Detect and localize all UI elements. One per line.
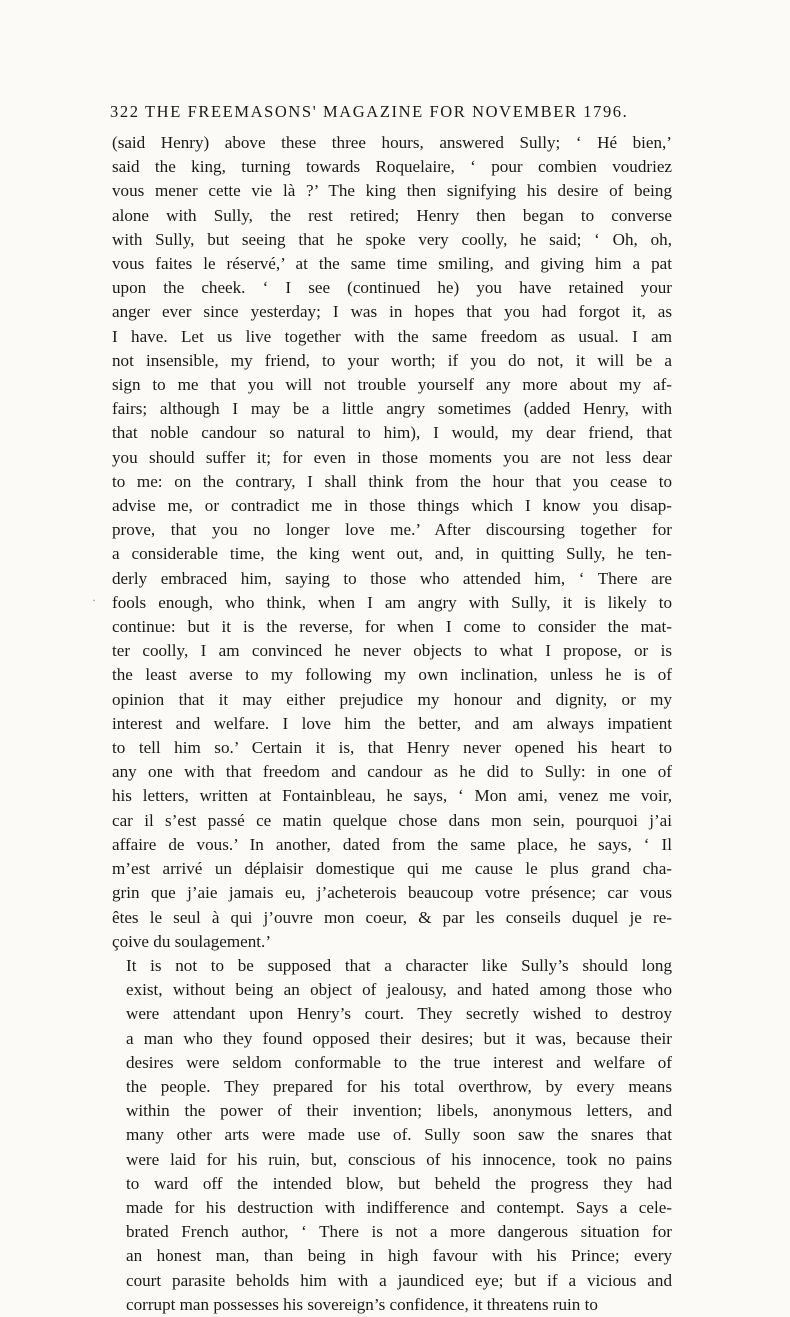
text-line: vous faites le réservé,’ at the same time smiling, and giving him a pat <box>112 254 672 274</box>
text-line: you should suffer it; for even in those moments you are not less dear <box>112 447 672 467</box>
text-line: car il s’est passé ce matin quelque chose dans mon sein, pourquoi j’ai <box>112 810 672 830</box>
text-line: vous mener cette vie là ?’ The king then signifying his desire of being <box>112 181 672 201</box>
text-line: prove, that you no longer love me.’ After discoursing together for <box>112 520 672 540</box>
paragraph <box>112 131 672 954</box>
paragraph <box>112 954 672 1317</box>
text-line: any one with that freedom and candour as he did to Sully: in one of <box>112 762 672 782</box>
text-line: m’est arrivé un déplaisir domestique qui me cause le plus grand cha- <box>112 859 672 879</box>
text-line: desires were seldom conformable to the true interest and welfare of <box>126 1052 672 1072</box>
text-line: interest and welfare. I love him the better, and am always impatient <box>112 713 672 733</box>
text-line: the people. They prepared for his total overthrow, by every means <box>126 1076 672 1096</box>
text-line: were attendant upon Henry’s court. They secretly wished to destroy <box>126 1004 672 1024</box>
text-line: fairs; although I may be a little angry sometimes (added Henry, with <box>112 399 672 419</box>
text-line: within the power of their invention; libels, anonymous letters, and <box>126 1101 672 1121</box>
text-line: court parasite beholds him with a jaundiced eye; but if a vicious and <box>126 1270 672 1290</box>
text-line: brated French author, ‘ There is not a more dangerous situation for <box>126 1222 672 1242</box>
running-title: THE FREEMASONS' MAGAZINE FOR NOVEMBER 1796. <box>145 102 629 121</box>
text-line: with Sully, but seeing that he spoke very coolly, he said; ‘ Oh, oh, <box>112 229 672 249</box>
text-line: It is not to be supposed that a character like Sully’s should long <box>126 955 672 975</box>
text-line: (said Henry) above these three hours, answered Sully; ‘ Hé bien,’ <box>112 133 672 152</box>
text-line: continue: but it is the reverse, for when I come to consider the mat- <box>112 617 672 637</box>
text-line: were laid for his ruin, but, conscious of his innocence, took no pains <box>126 1149 672 1169</box>
text-line: that noble candour so natural to him), I would, my dear friend, that <box>112 423 672 443</box>
text-line: çoive du soulagement.’ <box>112 931 272 951</box>
margin-mark: · <box>92 593 96 607</box>
text-line: affaire de vous.’ In another, dated from the same place, he says, ‘ Il <box>112 834 672 854</box>
text-line: exist, without being an object of jealousy, and hated among those who <box>126 980 672 1000</box>
text-line: derly embraced him, saying to those who attended him, ‘ There are <box>112 568 672 588</box>
text-line: made for his destruction with indifference and contempt. Says a cele- <box>126 1197 672 1217</box>
text-line: his letters, written at Fontainbleau, he says, ‘ Mon ami, venez me voir, <box>112 786 672 806</box>
text-line: an honest man, than being in high favour with his Prince; every <box>126 1246 672 1266</box>
text-line: to ward off the intended blow, but beheld the progress they had <box>126 1173 672 1193</box>
text-line: said the king, turning towards Roquelaire, ‘ pour combien voudriez <box>112 157 672 177</box>
text-line: ter coolly, I am convinced he never objects to what I propose, or is <box>112 641 672 661</box>
text-line: grin que j’aie jamais eu, j’acheterois beaucoup votre présence; car vous <box>112 883 672 903</box>
text-line: advise me, or contradict me in those things which I know you disap- <box>112 496 672 516</box>
text-line: anger ever since yesterday; I was in hopes that you had forgot it, as <box>112 302 672 322</box>
text-line: alone with Sully, the rest retired; Henry then began to converse <box>112 205 672 225</box>
text-line: êtes le seul à qui j’ouvre mon coeur, & par les conseils duquel je re- <box>112 907 672 927</box>
text-line: fools enough, who think, when I am angry with Sully, it is likely to <box>112 592 672 612</box>
text-line: not insensible, my friend, to your worth; if you do not, it will be a <box>112 350 672 370</box>
text-line: I have. Let us live together with the same freedom as usual. I am <box>112 326 672 346</box>
text-line: corrupt man possesses his sovereign’s confidence, it threatens ruin to <box>126 1294 598 1314</box>
text-line: the least averse to my following my own inclination, unless he is of <box>112 665 672 685</box>
text-line: a man who they found opposed their desires; but it was, because their <box>126 1028 672 1048</box>
text-line: opinion that it may either prejudice my honour and dignity, or my <box>112 689 672 709</box>
article-body <box>112 131 672 1317</box>
running-header <box>110 102 650 122</box>
text-line: to me: on the contrary, I shall think from the hour that you cease to <box>112 471 672 491</box>
text-line: sign to me that you will not trouble yourself any more about my af- <box>112 375 672 395</box>
text-line: upon the cheek. ‘ I see (continued he) you have retained your <box>112 278 672 298</box>
text-line: to tell him so.’ Certain it is, that Henry never opened his heart to <box>112 738 672 758</box>
page-number: 322 <box>110 102 140 121</box>
text-line: a considerable time, the king went out, and, in quitting Sully, he ten- <box>112 544 672 564</box>
text-line: many other arts were made use of. Sully soon saw the snares that <box>126 1125 672 1145</box>
